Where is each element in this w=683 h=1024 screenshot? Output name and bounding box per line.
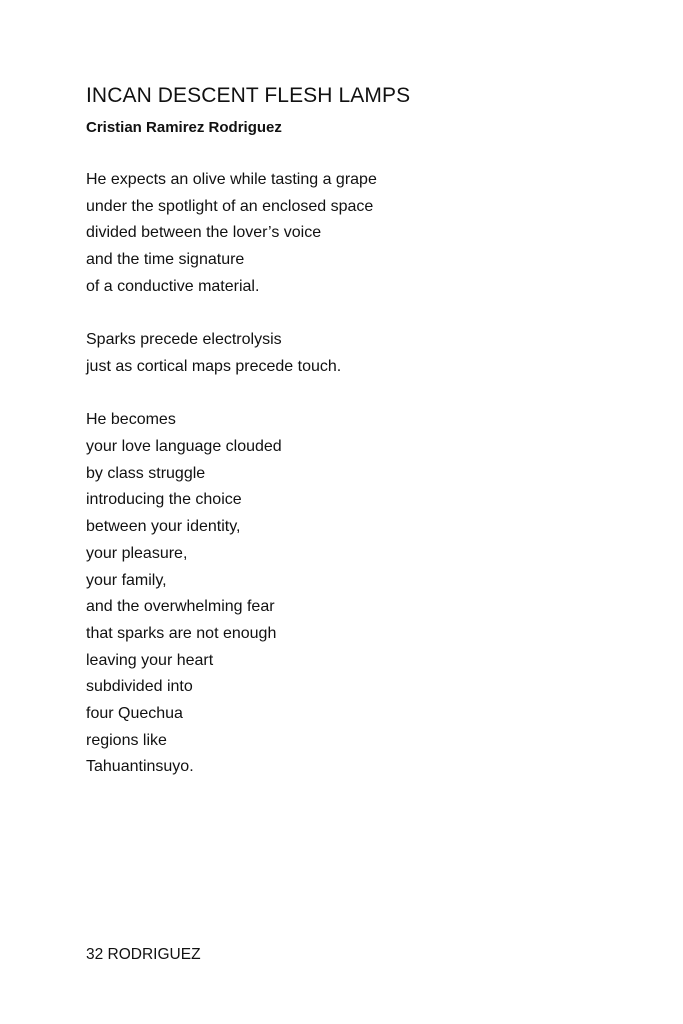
poem-line: Tahuantinsuyo. [86,758,194,776]
poem-line: He becomes [86,411,176,429]
poem-line: under the spotlight of an enclosed space [86,197,374,215]
poem-line: just as cortical maps precede touch. [86,357,342,375]
poem-line: by class struggle [86,464,206,482]
poem-line: your love language clouded [86,438,282,455]
poem-line: and the time signature [86,251,245,269]
page-footer: 32 RODRIGUEZ [86,946,201,963]
stanza-2 [86,327,606,380]
poem-line: of a conductive material. [86,277,260,295]
poem-line: between your identity, [86,518,241,536]
poem-line: four Quechua [86,705,183,723]
poem-line: your pleasure, [86,544,188,562]
poem-body [86,167,606,808]
stanza-1 [86,167,606,301]
stanza-3 [86,407,606,781]
poem-line: leaving your heart [86,651,214,669]
poem-line: and the overwhelming fear [86,598,275,616]
poem-line: regions like [86,731,167,749]
poem-line: subdivided into [86,678,193,696]
poem-line: your family, [86,571,167,589]
poem-line: that sparks are not enough [86,624,277,642]
poem-author: Cristian Ramirez Rodriguez [86,119,282,136]
poem-title: INCAN DESCENT FLESH LAMPS [86,84,411,107]
poem-line: introducing the choice [86,491,242,509]
poem-line: divided between the lover’s voice [86,224,322,242]
poem-line: He expects an olive while tasting a grape [86,171,377,188]
poem-line: Sparks precede electrolysis [86,331,282,349]
